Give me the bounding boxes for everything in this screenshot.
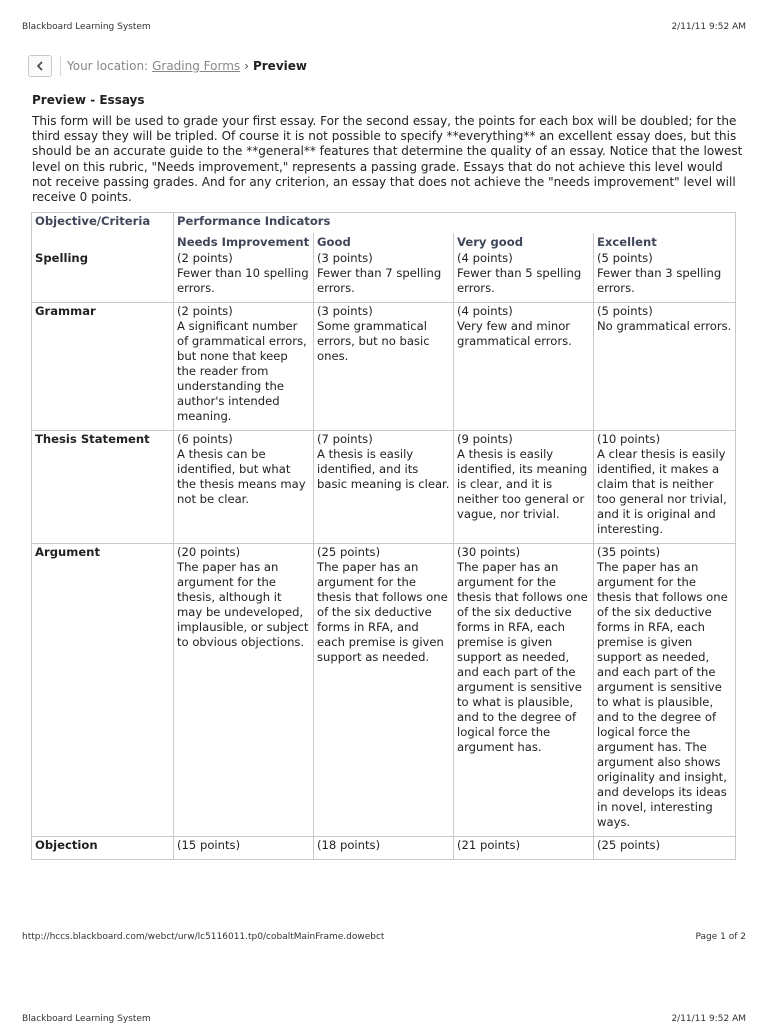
rubric-cell <box>174 544 314 837</box>
level-header-blank <box>32 233 174 250</box>
rubric-cell <box>594 837 736 860</box>
cell-points: (10 points) <box>597 432 661 446</box>
cell-points: (3 points) <box>317 304 373 318</box>
cell-text: A thesis is easily identified, its meaning is clear, and it is neither too general or vague, nor trivial. <box>457 447 588 521</box>
rubric-cell <box>314 837 454 860</box>
rubric-cell <box>594 431 736 544</box>
cell-points: (20 points) <box>177 545 241 559</box>
rubric-cell <box>454 303 594 431</box>
cell-points: (5 points) <box>597 251 653 265</box>
cell-text: The paper has an argument for the thesis that follows one of the six deductive forms in RFA, each premise is given support as needed, and each part of the argument is sensitive to what is plausible, and to the degree of logical force the argument has. <box>457 560 588 754</box>
rubric-cell <box>454 544 594 837</box>
rubric-cell <box>314 303 454 431</box>
cell-text: The paper has an argument for the thesis that follows one of the six deductive forms in RFA, and each premise is given support as needed. <box>317 560 448 664</box>
cell-points: (4 points) <box>457 304 513 318</box>
criterion-grammar: Grammar <box>32 303 174 431</box>
level-good: Good <box>314 233 454 250</box>
cell-points: (6 points) <box>177 432 233 446</box>
breadcrumb-current: Preview <box>252 59 307 73</box>
cell-text: Fewer than 10 spelling errors. <box>177 266 309 295</box>
rubric-row-objection <box>32 837 736 860</box>
criterion-argument: Argument <box>32 544 174 837</box>
cell-points: (25 points) <box>597 838 661 852</box>
breadcrumb-link-grading-forms[interactable]: Grading Forms <box>152 59 241 73</box>
cell-points: (5 points) <box>597 304 653 318</box>
cell-text: Very few and minor grammatical errors. <box>457 319 572 348</box>
rubric-cell <box>174 431 314 544</box>
rubric-row-spelling <box>32 250 736 303</box>
level-needs-improvement: Needs Improvement <box>174 233 314 250</box>
rubric-header-row <box>32 213 736 234</box>
cell-points: (30 points) <box>457 545 521 559</box>
rubric-cell <box>594 303 736 431</box>
level-very-good: Very good <box>454 233 594 250</box>
cell-text: Fewer than 3 spelling errors. <box>597 266 722 295</box>
breadcrumb-label: Your location: <box>67 59 149 73</box>
performance-indicators-header: Performance Indicators <box>174 213 736 234</box>
cell-text: The paper has an argument for the thesis that follows one of the six deductive forms in RFA, each premise is given support as needed, and each part of the argument is sensitive to what is plausible, and to the degree of logical force the argument has. The argument also shows originality and insight, and develops its ideas in novel, interesting ways. <box>597 560 728 829</box>
criterion-spelling: Spelling <box>32 250 174 303</box>
print-datetime-next-page: 2/11/11 9:52 AM <box>671 1014 746 1024</box>
page-title: Preview - Essays <box>32 93 145 107</box>
rubric-cell <box>314 544 454 837</box>
rubric-cell <box>174 250 314 303</box>
rubric-cell <box>174 303 314 431</box>
criterion-objection: Objection <box>32 837 174 860</box>
cell-points: (35 points) <box>597 545 661 559</box>
cell-points: (4 points) <box>457 251 513 265</box>
level-excellent: Excellent <box>594 233 736 250</box>
rubric-cell <box>174 837 314 860</box>
cell-text: A significant number of grammatical errors, but none that keep the reader from understanding the author's intended meaning. <box>177 319 307 423</box>
rubric-cell <box>314 250 454 303</box>
rubric-cell <box>314 431 454 544</box>
cell-text: A thesis is easily identified, and its basic meaning is clear. <box>317 447 450 491</box>
cell-text: A clear thesis is easily identified, it makes a claim that is neither too general nor trivial, and it is original and interesting. <box>597 447 727 536</box>
cell-points: (18 points) <box>317 838 381 852</box>
cell-points: (25 points) <box>317 545 381 559</box>
intro-paragraph: This form will be used to grade your first essay. For the second essay, the points for each box will be doubled; for the third essay they will be tripled. Of course it is not possible to specify **everything** an excellent essay does, but this should be an accurate guide to the **general** features that determine the quality of an essay. Notice that the lowest level on this rubric, "Needs improvement," represents a passing grade. Essays that do not achieve this level would not receive passing grades. And for any criterion, an essay that does not achieve the "needs improvement" level will receive 0 points. <box>32 114 743 205</box>
objective-criteria-header: Objective/Criteria <box>32 213 174 234</box>
rubric-cell <box>454 431 594 544</box>
level-header-row <box>32 233 736 250</box>
rubric-cell <box>594 544 736 837</box>
cell-points: (3 points) <box>317 251 373 265</box>
cell-text: No grammatical errors. <box>597 319 732 333</box>
page-number: Page 1 of 2 <box>695 932 746 942</box>
cell-points: (7 points) <box>317 432 373 446</box>
app-name: Blackboard Learning System <box>22 22 151 32</box>
criterion-thesis-statement: Thesis Statement <box>32 431 174 544</box>
footer-url: http://hccs.blackboard.com/webct/urw/lc5116011.tp0/cobaltMainFrame.dowebct <box>22 932 385 942</box>
cell-points: (2 points) <box>177 304 233 318</box>
cell-text: Fewer than 7 spelling errors. <box>317 266 442 295</box>
cell-points: (2 points) <box>177 251 233 265</box>
rubric-table <box>31 212 736 860</box>
app-name-next-page: Blackboard Learning System <box>22 1014 151 1024</box>
breadcrumb-separator: › <box>244 59 249 73</box>
cell-points: (9 points) <box>457 432 513 446</box>
rubric-cell <box>594 250 736 303</box>
rubric-row-grammar <box>32 303 736 431</box>
cell-points: (15 points) <box>177 838 241 852</box>
cell-text: Fewer than 5 spelling errors. <box>457 266 582 295</box>
cell-text: A thesis can be identified, but what the thesis means may not be clear. <box>177 447 306 506</box>
cell-text: Some grammatical errors, but no basic ones. <box>317 319 430 363</box>
rubric-row-argument <box>32 544 736 837</box>
cell-points: (21 points) <box>457 838 521 852</box>
cell-text: The paper has an argument for the thesis, although it may be undeveloped, implausible, or subject to obvious objections. <box>177 560 309 649</box>
rubric-row-thesis-statement <box>32 431 736 544</box>
print-datetime: 2/11/11 9:52 AM <box>671 22 746 32</box>
rubric-cell <box>454 837 594 860</box>
rubric-cell <box>454 250 594 303</box>
